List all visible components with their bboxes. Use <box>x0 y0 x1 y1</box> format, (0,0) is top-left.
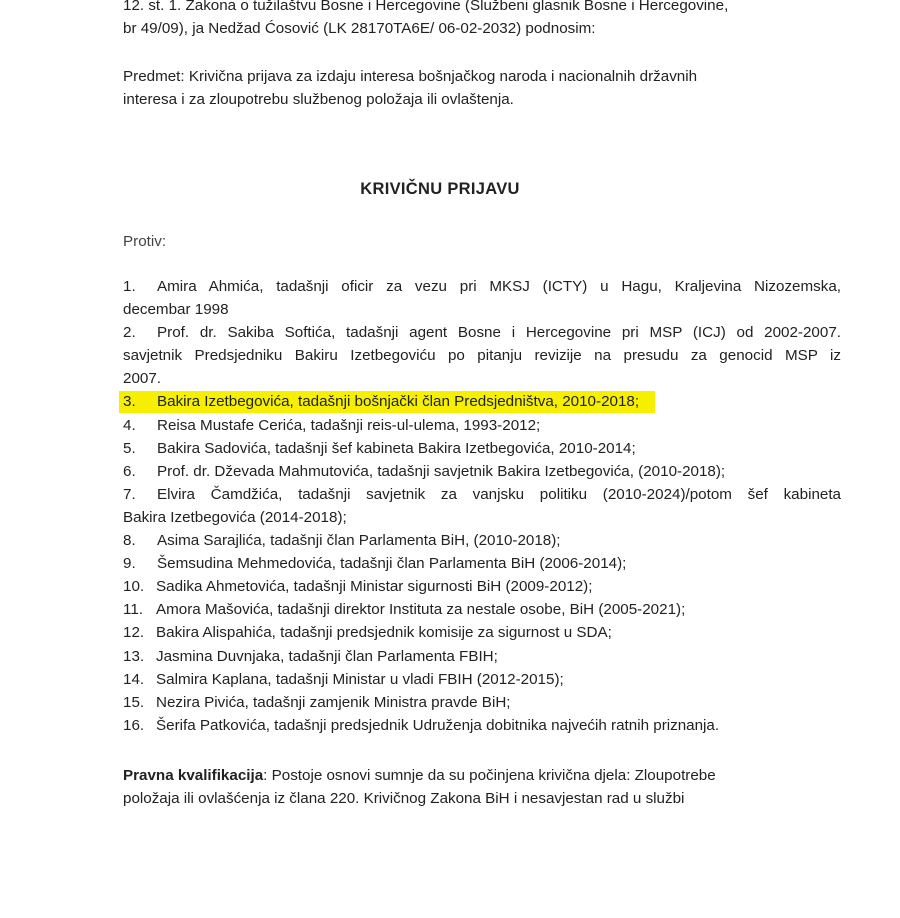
intro-line-1: 12. st. 1. Zakona o tužilaštvu Bosne i Hercegovine (Službeni glasnik Bosne i Hercegovine, <box>123 0 729 14</box>
list-item-text: Asima Sarajlića, tadašnji član Parlamenta BiH, (2010-2018); <box>157 532 561 550</box>
list-item-text: Prof. dr. Sakiba Softića, tadašnji agent Bosne i Hercegovine pri MSP (ICJ) od 2002-2007. <box>157 324 841 342</box>
qualification-text: : Postoje osnovi sumnje da su počinjena krivična djela: Zloupotrebe <box>263 767 716 784</box>
list-item-number: 7. <box>123 485 136 503</box>
list-item-continuation: savjetnik Predsjedniku Bakiru Izetbegoviću po pitanju revizije na presudu za genocid MSP iz <box>123 347 841 365</box>
list-item-number: 13. <box>123 647 145 665</box>
list-item <box>123 668 841 691</box>
list-item-text: Bakira Sadovića, tadašnji šef kabineta Bakira Izetbegovića, 2010-2014; <box>157 439 636 457</box>
list-item-number: 4. <box>123 416 136 434</box>
list-item-number: 2. <box>123 324 136 342</box>
list-item-text: Šerifa Patkovića, tadašnji predsjednik Udruženja dobitnika najvećih ratnih priznanja. <box>156 716 720 734</box>
list-item <box>123 275 841 321</box>
list-item-line <box>123 321 841 344</box>
subject-line-2: interesa i za zloupotrebu službenog položaja ili ovlaštenja. <box>123 91 514 108</box>
subject-paragraph <box>123 65 841 111</box>
list-item-number: 6. <box>123 462 136 480</box>
list-item <box>123 437 841 460</box>
qualification-paragraph <box>123 764 841 810</box>
subject-line-1: Predmet: Krivična prijava za izdaju interesa bošnjačkog naroda i nacionalnih državnih <box>123 68 698 85</box>
document-title: KRIVIČNU PRIJAVU <box>360 180 520 198</box>
qualification-label: Pravna kvalifikacija <box>123 767 264 784</box>
list-item <box>123 621 841 644</box>
qualification-line-2: položaja ili ovlašćenja iz člana 220. Krivičnog Zakona BiH i nesavjestan rad u službi <box>123 790 685 807</box>
list-item-continuation: Bakira Izetbegovića (2014-2018); <box>123 508 347 526</box>
intro-line-2: br 49/09), ja Nedžad Ćosović (LK 28170TA6E/ 06-02-2032) podnosim: <box>123 20 596 37</box>
list-item-text: Amira Ahmića, tadašnji oficir za vezu pri MKSJ (ICTY) u Hagu, Kraljevina Nizozemska, <box>157 278 841 295</box>
list-item-text: Elvira Čamdžića, tadašnji savjetnik za vanjsku politiku (2010-2024)/potom šef kabineta <box>157 485 841 503</box>
list-item-number: 11. <box>123 601 143 619</box>
list-item <box>123 460 841 483</box>
list-item-text: Reisa Mustafe Cerića, tadašnji reis-ul-ulema, 1993-2012; <box>157 416 541 434</box>
list-item-number: 16. <box>123 716 145 734</box>
list-item-number: 3. <box>123 393 136 411</box>
list-item <box>123 691 841 714</box>
list-item-line <box>123 275 841 298</box>
list-item-number: 15. <box>123 693 145 711</box>
list-item-text: Bakira Alispahića, tadašnji predsjednik komisije za sigurnost u SDA; <box>156 624 612 642</box>
list-item <box>123 575 841 598</box>
list-item-text: Šemsudina Mehmedovića, tadašnji član Parlamenta BiH (2006-2014); <box>157 555 627 573</box>
list-item-text: Bakira Izetbegovića, tadašnji bošnjački član Predsjedništva, 2010-2018; <box>157 393 640 411</box>
list-item-continuation: 2007. <box>123 370 162 388</box>
list-item-text: Salmira Kaplana, tadašnji Ministar u vladi FBIH (2012-2015); <box>156 670 564 688</box>
list-item-number: 10. <box>123 578 145 596</box>
list-item-number: 8. <box>123 532 136 550</box>
list-item-number: 14. <box>123 670 145 688</box>
list-item <box>123 598 841 621</box>
list-item-text: Jasmina Duvnjaka, tadašnji član Parlamenta FBIH; <box>156 647 498 665</box>
list-item-text: Amora Mašovića, tadašnji direktor Instituta za nestale osobe, BiH (2005-2021); <box>156 601 686 619</box>
list-item-text: Nezira Pivića, tadašnji zamjenik Ministra pravde BiH; <box>156 693 511 711</box>
list-item <box>123 529 841 552</box>
list-item <box>123 414 841 437</box>
list-item-continuation: decembar 1998 <box>123 301 229 319</box>
list-item <box>123 552 841 575</box>
list-item <box>123 645 841 668</box>
intro-paragraph <box>123 0 841 40</box>
highlight-marker <box>119 391 655 413</box>
list-item-highlighted <box>123 390 841 413</box>
list-item-text: Sadika Ahmetovića, tadašnji Ministar sigurnosti BiH (2009-2012); <box>156 578 593 596</box>
list-item <box>123 321 841 390</box>
list-item-line <box>123 483 841 506</box>
accused-list <box>123 275 841 737</box>
list-item-number: 5. <box>123 439 136 457</box>
list-item <box>123 483 841 529</box>
list-item <box>123 714 841 737</box>
list-item-number: 12. <box>123 624 145 642</box>
list-item-text: Prof. dr. Dževada Mahmutovića, tadašnji savjetnik Bakira Izetbegovića, (2010-2018); <box>157 462 726 480</box>
list-item-number: 9. <box>123 555 136 573</box>
list-item-number: 1. <box>123 278 136 295</box>
against-label: Protiv: <box>123 233 167 250</box>
